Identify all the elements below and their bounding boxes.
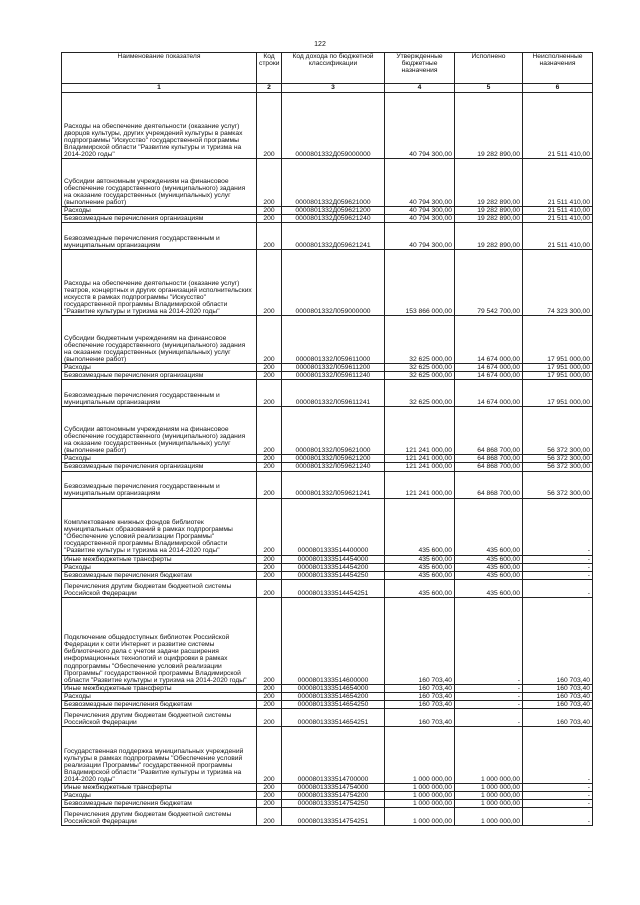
row-name-cell: Иные межбюджетные трансферты (62, 784, 257, 792)
row-name-cell: Безвозмездные перечисления бюджетам (62, 571, 257, 579)
row-income-code-cell: 0000801333514454250 (282, 571, 385, 579)
row-line-code-cell: 200 (257, 701, 282, 709)
row-executed-cell: 19 282 890,00 (455, 207, 523, 215)
row-unexecuted-cell: - (523, 808, 593, 826)
table-row (62, 471, 593, 498)
table-row (62, 597, 593, 684)
row-executed-cell: 19 282 890,00 (455, 215, 523, 223)
row-unexecuted-cell: 160 703,40 (523, 597, 593, 684)
row-line-code-cell: 200 (257, 223, 282, 250)
column-header-approved: Утвержденные бюджетные назначения (385, 53, 455, 84)
row-line-code-cell: 200 (257, 93, 282, 159)
row-name-cell: Безвозмездные перечисления бюджетам (62, 701, 257, 709)
row-approved-cell: 40 794 300,00 (385, 159, 455, 207)
row-line-code-cell: 200 (257, 784, 282, 792)
row-unexecuted-cell: - (523, 792, 593, 800)
row-income-code-cell: 0000801332Л059621200 (282, 455, 385, 463)
row-income-code-cell: 0000801332Л059621240 (282, 463, 385, 471)
row-name-cell: Безвозмездные перечисления организациям (62, 463, 257, 471)
row-income-code-cell: 0000801333514454251 (282, 579, 385, 597)
row-approved-cell: 40 794 300,00 (385, 207, 455, 215)
table-row (62, 808, 593, 826)
row-approved-cell: 32 625 000,00 (385, 316, 455, 364)
row-unexecuted-cell: - (523, 498, 593, 555)
row-income-code-cell: 0000801333514400000 (282, 498, 385, 555)
row-name-cell: Субсидии бюджетным учреждениям на финансовое обеспечение государственного (муниципального) задания на оказание государственных (муниципальных) услуг (выполнение работ) (62, 316, 257, 364)
row-line-code-cell: 200 (257, 684, 282, 692)
table-row (62, 684, 593, 692)
row-name-cell: Субсидии автономным учреждениям на финансовое обеспечение государственного (муниципального) задания на оказание государственных (муниципальных) услуг (выполнение работ) (62, 159, 257, 207)
row-income-code-cell: 0000801332Л059611000 (282, 316, 385, 364)
table-row (62, 364, 593, 372)
row-executed-cell: 19 282 890,00 (455, 93, 523, 159)
row-line-code-cell: 200 (257, 159, 282, 207)
row-executed-cell: 14 674 000,00 (455, 316, 523, 364)
table-row (62, 571, 593, 579)
row-executed-cell: 1 000 000,00 (455, 792, 523, 800)
row-unexecuted-cell: 160 703,40 (523, 709, 593, 727)
row-approved-cell: 40 794 300,00 (385, 93, 455, 159)
table-row (62, 563, 593, 571)
row-line-code-cell: 200 (257, 571, 282, 579)
row-name-cell: Комплектование книжных фондов библиотек муниципальных образований в рамках подпрограммы "Обеспечение условий реализации Программы" государственной программы Владимирской области "Развитие культуры и туризма на 2014-2020 годы" (62, 498, 257, 555)
row-approved-cell: 160 703,40 (385, 684, 455, 692)
row-executed-cell: 19 282 890,00 (455, 159, 523, 207)
row-name-cell: Расходы (62, 563, 257, 571)
row-approved-cell: 1 000 000,00 (385, 800, 455, 808)
row-approved-cell: 32 625 000,00 (385, 380, 455, 407)
row-executed-cell: 435 600,00 (455, 563, 523, 571)
row-name-cell: Иные межбюджетные трансферты (62, 555, 257, 563)
row-approved-cell: 435 600,00 (385, 571, 455, 579)
row-approved-cell: 160 703,40 (385, 692, 455, 700)
row-line-code-cell: 200 (257, 800, 282, 808)
row-unexecuted-cell: 56 372 300,00 (523, 463, 593, 471)
row-name-cell: Перечисления другим бюджетам бюджетной системы Российской Федерации (62, 579, 257, 597)
row-income-code-cell: 0000801332Л059611241 (282, 380, 385, 407)
row-name-cell: Государственная поддержка муниципальных учреждений культуры в рамках подпрограммы "Обеспечение условий реализации Программы" государственной программы Владимирской области "Развитие культуры и туризма на 2014-2020 годы" (62, 727, 257, 784)
row-line-code-cell: 200 (257, 316, 282, 364)
row-income-code-cell: 0000801333514654250 (282, 701, 385, 709)
column-header-income-code: Код дохода по бюджетной классификации (282, 53, 385, 84)
table-row (62, 498, 593, 555)
row-approved-cell: 160 703,40 (385, 597, 455, 684)
table-row (62, 316, 593, 364)
row-executed-cell: - (455, 701, 523, 709)
row-executed-cell: 14 674 000,00 (455, 364, 523, 372)
row-name-cell: Подключение общедоступных библиотек Российской Федерации к сети Интернет и развитие системы библиотечного дела с учетом задачи расширения информационных технологий и оцифровки в рамках подпрограммы "Обеспечение условий реализации Программы" государственной программы Владимирской области "Развитие культуры и туризма на 2014-2020 годы" (62, 597, 257, 684)
row-executed-cell: 1 000 000,00 (455, 727, 523, 784)
row-unexecuted-cell: 160 703,40 (523, 701, 593, 709)
row-executed-cell: - (455, 684, 523, 692)
row-line-code-cell: 200 (257, 597, 282, 684)
row-name-cell: Субсидии автономным учреждениям на финансовое обеспечение государственного (муниципального) задания на оказание государственных (муниципальных) услуг (выполнение работ) (62, 407, 257, 455)
row-income-code-cell: 0000801332Д059621200 (282, 207, 385, 215)
header-row (62, 53, 593, 84)
table-row (62, 727, 593, 784)
row-executed-cell: 14 674 000,00 (455, 372, 523, 380)
row-unexecuted-cell: 21 511 410,00 (523, 223, 593, 250)
row-income-code-cell: 0000801332Л059611240 (282, 372, 385, 380)
row-executed-cell: 435 600,00 (455, 498, 523, 555)
row-approved-cell: 32 625 000,00 (385, 372, 455, 380)
row-executed-cell: 64 868 700,00 (455, 471, 523, 498)
row-executed-cell: 79 542 700,00 (455, 250, 523, 316)
column-number: 6 (523, 84, 593, 93)
row-approved-cell: 1 000 000,00 (385, 784, 455, 792)
row-line-code-cell: 200 (257, 250, 282, 316)
row-line-code-cell: 200 (257, 727, 282, 784)
row-line-code-cell: 200 (257, 808, 282, 826)
row-name-cell: Перечисления другим бюджетам бюджетной системы Российской Федерации (62, 709, 257, 727)
row-name-cell: Расходы (62, 455, 257, 463)
row-unexecuted-cell: - (523, 579, 593, 597)
table-row (62, 159, 593, 207)
row-executed-cell: - (455, 597, 523, 684)
column-number: 1 (62, 84, 257, 93)
row-name-cell: Перечисления другим бюджетам бюджетной системы Российской Федерации (62, 808, 257, 826)
row-unexecuted-cell: - (523, 727, 593, 784)
column-header-unexecuted: Неисполненные назначения (523, 53, 593, 84)
row-name-cell: Иные межбюджетные трансферты (62, 684, 257, 692)
row-unexecuted-cell: 17 951 000,00 (523, 316, 593, 364)
row-name-cell: Безвозмездные перечисления организациям (62, 372, 257, 380)
row-unexecuted-cell: 21 511 410,00 (523, 207, 593, 215)
row-executed-cell: 64 868 700,00 (455, 407, 523, 455)
row-executed-cell: 19 282 890,00 (455, 223, 523, 250)
row-approved-cell: 121 241 000,00 (385, 463, 455, 471)
row-unexecuted-cell: 160 703,40 (523, 684, 593, 692)
row-executed-cell: - (455, 692, 523, 700)
row-approved-cell: 435 600,00 (385, 579, 455, 597)
table-row (62, 93, 593, 159)
row-approved-cell: 121 241 000,00 (385, 407, 455, 455)
row-line-code-cell: 200 (257, 692, 282, 700)
row-approved-cell: 435 600,00 (385, 498, 455, 555)
row-income-code-cell: 0000801333514654200 (282, 692, 385, 700)
row-income-code-cell: 0000801333514654000 (282, 684, 385, 692)
table-row (62, 800, 593, 808)
row-executed-cell: 1 000 000,00 (455, 808, 523, 826)
row-unexecuted-cell: - (523, 555, 593, 563)
row-income-code-cell: 0000801333514700000 (282, 727, 385, 784)
table-row (62, 792, 593, 800)
row-approved-cell: 32 625 000,00 (385, 364, 455, 372)
row-name-cell: Расходы на обеспечение деятельности (оказание услуг) дворцов культуры, других учреждений культуры в рамках подпрограммы "Искусство" государственной программы Владимирской области "Развитие культуры и туризма на 2014-2020 годы" (62, 93, 257, 159)
row-approved-cell: 121 241 000,00 (385, 455, 455, 463)
row-unexecuted-cell: - (523, 784, 593, 792)
row-approved-cell: 1 000 000,00 (385, 808, 455, 826)
column-header-executed: Исполнено (455, 53, 523, 84)
row-approved-cell: 40 794 300,00 (385, 215, 455, 223)
row-income-code-cell: 0000801333514754000 (282, 784, 385, 792)
page-number: 122 (314, 41, 326, 48)
row-unexecuted-cell: - (523, 563, 593, 571)
row-line-code-cell: 200 (257, 471, 282, 498)
column-number: 2 (257, 84, 282, 93)
row-income-code-cell: 0000801332Д059621240 (282, 215, 385, 223)
row-executed-cell: 1 000 000,00 (455, 800, 523, 808)
row-line-code-cell: 200 (257, 563, 282, 571)
row-executed-cell: 1 000 000,00 (455, 784, 523, 792)
row-line-code-cell: 200 (257, 215, 282, 223)
row-executed-cell: - (455, 709, 523, 727)
row-executed-cell: 64 868 700,00 (455, 463, 523, 471)
column-number: 3 (282, 84, 385, 93)
column-number: 5 (455, 84, 523, 93)
row-executed-cell: 435 600,00 (455, 555, 523, 563)
row-income-code-cell: 0000801332Д059000000 (282, 93, 385, 159)
row-approved-cell: 435 600,00 (385, 563, 455, 571)
row-income-code-cell: 0000801333514600000 (282, 597, 385, 684)
row-name-cell: Безвозмездные перечисления государственным и муниципальным организациям (62, 380, 257, 407)
table-row (62, 372, 593, 380)
row-line-code-cell: 200 (257, 455, 282, 463)
row-line-code-cell: 200 (257, 792, 282, 800)
row-name-cell: Расходы (62, 692, 257, 700)
row-unexecuted-cell: 74 323 300,00 (523, 250, 593, 316)
column-number-row (62, 84, 593, 93)
row-name-cell: Расходы (62, 207, 257, 215)
row-unexecuted-cell: - (523, 800, 593, 808)
row-unexecuted-cell: 56 372 300,00 (523, 407, 593, 455)
row-line-code-cell: 200 (257, 498, 282, 555)
row-unexecuted-cell: 160 703,40 (523, 692, 593, 700)
row-income-code-cell: 0000801333514754250 (282, 800, 385, 808)
row-executed-cell: 435 600,00 (455, 571, 523, 579)
row-line-code-cell: 200 (257, 463, 282, 471)
row-executed-cell: 64 868 700,00 (455, 455, 523, 463)
row-approved-cell: 160 703,40 (385, 701, 455, 709)
row-line-code-cell: 200 (257, 407, 282, 455)
row-line-code-cell: 200 (257, 372, 282, 380)
table-row (62, 207, 593, 215)
row-name-cell: Безвозмездные перечисления государственным и муниципальным организациям (62, 471, 257, 498)
row-unexecuted-cell: 17 951 000,00 (523, 364, 593, 372)
row-income-code-cell: 0000801332Л059000000 (282, 250, 385, 316)
row-approved-cell: 1 000 000,00 (385, 727, 455, 784)
row-name-cell: Безвозмездные перечисления организациям (62, 215, 257, 223)
row-executed-cell: 14 674 000,00 (455, 380, 523, 407)
table-row (62, 692, 593, 700)
row-line-code-cell: 200 (257, 579, 282, 597)
table-row (62, 215, 593, 223)
row-approved-cell: 1 000 000,00 (385, 792, 455, 800)
row-line-code-cell: 200 (257, 380, 282, 407)
row-approved-cell: 153 866 000,00 (385, 250, 455, 316)
row-income-code-cell: 0000801332Л059621000 (282, 407, 385, 455)
table-row (62, 463, 593, 471)
row-income-code-cell: 0000801332Л059611200 (282, 364, 385, 372)
row-unexecuted-cell: 21 511 410,00 (523, 93, 593, 159)
table-row (62, 455, 593, 463)
row-approved-cell: 160 703,40 (385, 709, 455, 727)
row-line-code-cell: 200 (257, 709, 282, 727)
table-row (62, 380, 593, 407)
row-income-code-cell: 0000801333514754251 (282, 808, 385, 826)
row-income-code-cell: 0000801333514654251 (282, 709, 385, 727)
table-row (62, 579, 593, 597)
row-income-code-cell: 0000801333514454000 (282, 555, 385, 563)
table-row (62, 784, 593, 792)
row-line-code-cell: 200 (257, 207, 282, 215)
row-executed-cell: 435 600,00 (455, 579, 523, 597)
row-unexecuted-cell: - (523, 571, 593, 579)
row-unexecuted-cell: 17 951 000,00 (523, 380, 593, 407)
row-name-cell: Безвозмездные перечисления бюджетам (62, 800, 257, 808)
row-income-code-cell: 0000801332Л059621241 (282, 471, 385, 498)
table-row (62, 407, 593, 455)
budget-report-table (61, 52, 593, 826)
row-name-cell: Безвозмездные перечисления государственным и муниципальным организациям (62, 223, 257, 250)
row-line-code-cell: 200 (257, 364, 282, 372)
row-approved-cell: 40 794 300,00 (385, 223, 455, 250)
table-row (62, 709, 593, 727)
row-name-cell: Расходы (62, 364, 257, 372)
row-unexecuted-cell: 21 511 410,00 (523, 159, 593, 207)
row-unexecuted-cell: 21 511 410,00 (523, 215, 593, 223)
row-approved-cell: 435 600,00 (385, 555, 455, 563)
column-header-line-code: Код строки (257, 53, 282, 84)
row-unexecuted-cell: 56 372 300,00 (523, 471, 593, 498)
row-income-code-cell: 0000801333514754200 (282, 792, 385, 800)
row-income-code-cell: 0000801332Д059621000 (282, 159, 385, 207)
table-row (62, 555, 593, 563)
table-row (62, 223, 593, 250)
row-name-cell: Расходы на обеспечение деятельности (оказание услуг) театров, концертных и других организаций исполнительских искусств в рамках подпрограммы "Искусство" государственной программы Владимирской области "Развитие культуры и туризма на 2014-2020 годы" (62, 250, 257, 316)
column-header-name: Наименование показателя (62, 53, 257, 84)
row-approved-cell: 121 241 000,00 (385, 471, 455, 498)
row-line-code-cell: 200 (257, 555, 282, 563)
column-number: 4 (385, 84, 455, 93)
row-income-code-cell: 0000801333514454200 (282, 563, 385, 571)
row-name-cell: Расходы (62, 792, 257, 800)
row-income-code-cell: 0000801332Д059621241 (282, 223, 385, 250)
table-row (62, 250, 593, 316)
row-unexecuted-cell: 56 372 300,00 (523, 455, 593, 463)
row-unexecuted-cell: 17 951 000,00 (523, 372, 593, 380)
table-row (62, 701, 593, 709)
